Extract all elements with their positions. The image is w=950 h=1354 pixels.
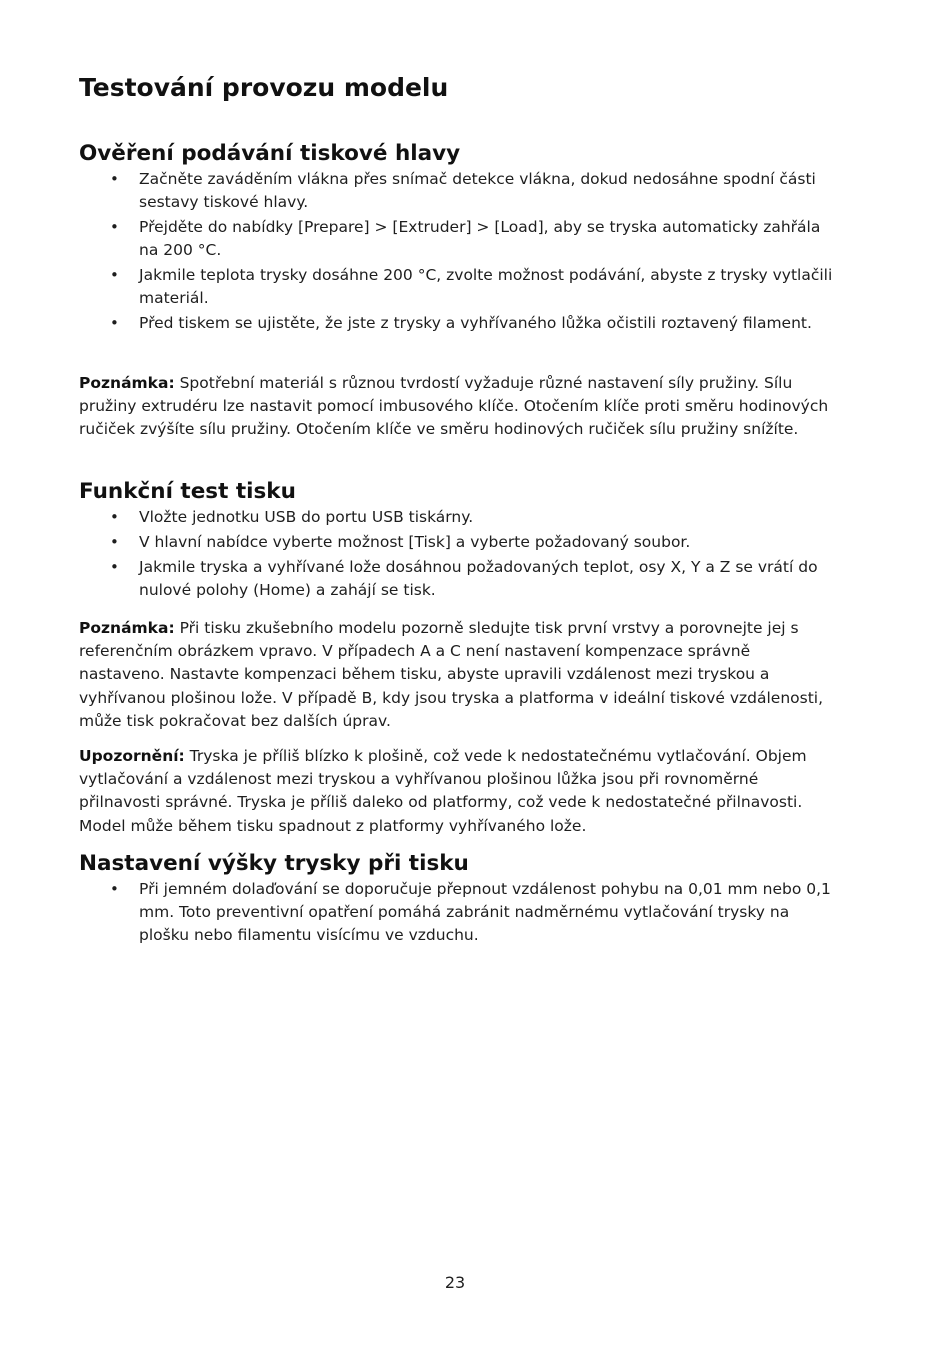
- warning-text: Tryska je příliš blízko k plošině, což vede k nedostatečnému vytlačování. Objem vytlačování a vzdálenost mezi tryskou a vyhřívanou plošinou lůžka jsou při rovnoměrné přilnavosti správné. Tryska je příliš daleko od platformy, což vede k nedostatečné přilnavosti. Model může během tisku spadnout z platformy vyhřívaného lože.: [79, 747, 807, 835]
- note-text: Spotřební materiál s různou tvrdostí vyžaduje různé nastavení síly pružiny. Sílu pružiny extrudéru lze nastavit pomocí imbusového klíče. Otočením klíče proti směru hodinových ručiček zvýšíte sílu pružiny. Otočením klíče ve směru hodinových ručiček sílu pružiny snížíte.: [79, 374, 829, 439]
- list-item: • Před tiskem se ujistěte, že jste z trysky a vyhřívaného lůžka očistili roztavený filament.: [79, 312, 839, 335]
- note-label: Poznámka:: [79, 374, 175, 392]
- section-heading: Funkční test tisku: [79, 479, 296, 504]
- page-number: 23: [444, 1273, 466, 1292]
- bullet-list: [79, 878, 839, 948]
- list-item: • Při jemném dolaďování se doporučuje přepnout vzdálenost pohybu na 0,01 mm nebo 0,1 mm. Toto preventivní opatření pomáhá zabránit nadměrnému vytlačování trysky na plošku nebo filamentu visícímu ve vzduchu.: [79, 878, 839, 948]
- section-heading: Nastavení výšky trysky při tisku: [79, 851, 469, 876]
- note-text: Při tisku zkušebního modelu pozorně sledujte tisk první vrstvy a porovnejte jej s referenčním obrázkem vpravo. V případech A a C není nastavení kompenzace správně nastaveno. Nastavte kompenzaci během tisku, abyste upravili vzdálenost mezi tryskou a vyhřívanou plošinou lože. V případě B, kdy jsou tryska a platforma v ideální tiskové vzdálenosti, může tisk pokračovat bez dalších úprav.: [79, 619, 824, 730]
- list-item: • Přejděte do nabídky [Prepare] > [Extruder] > [Load], aby se tryska automaticky zahřála na 200 °C.: [79, 216, 839, 262]
- list-item: • Začněte zaváděním vlákna přes snímač detekce vlákna, dokud nedosáhne spodní části sestavy tiskové hlavy.: [79, 168, 839, 214]
- section-nozzle-height: [79, 850, 839, 948]
- section-feed-check: [79, 140, 839, 335]
- note-label: Poznámka:: [79, 619, 175, 637]
- page-title: Testování provozu modelu: [79, 73, 449, 102]
- bullet-list: [79, 168, 839, 335]
- list-item: • V hlavní nabídce vyberte možnost [Tisk] a vyberte požadovaný soubor.: [79, 531, 839, 554]
- section-print-test: [79, 478, 839, 602]
- list-item: • Jakmile tryska a vyhřívané lože dosáhnou požadovaných teplot, osy X, Y a Z se vrátí do nulové polohy (Home) a zahájí se tisk.: [79, 556, 839, 602]
- note-paragraph: [79, 372, 839, 442]
- warning-label: Upozornění:: [79, 747, 185, 765]
- warning-paragraph: [79, 745, 839, 838]
- list-item: • Jakmile teplota trysky dosáhne 200 °C, zvolte možnost podávání, abyste z trysky vytlačili materiál.: [79, 264, 839, 310]
- bullet-list: [79, 506, 839, 602]
- list-item: • Vložte jednotku USB do portu USB tiskárny.: [79, 506, 839, 529]
- note-paragraph: [79, 617, 839, 733]
- section-heading: Ověření podávání tiskové hlavy: [79, 141, 461, 166]
